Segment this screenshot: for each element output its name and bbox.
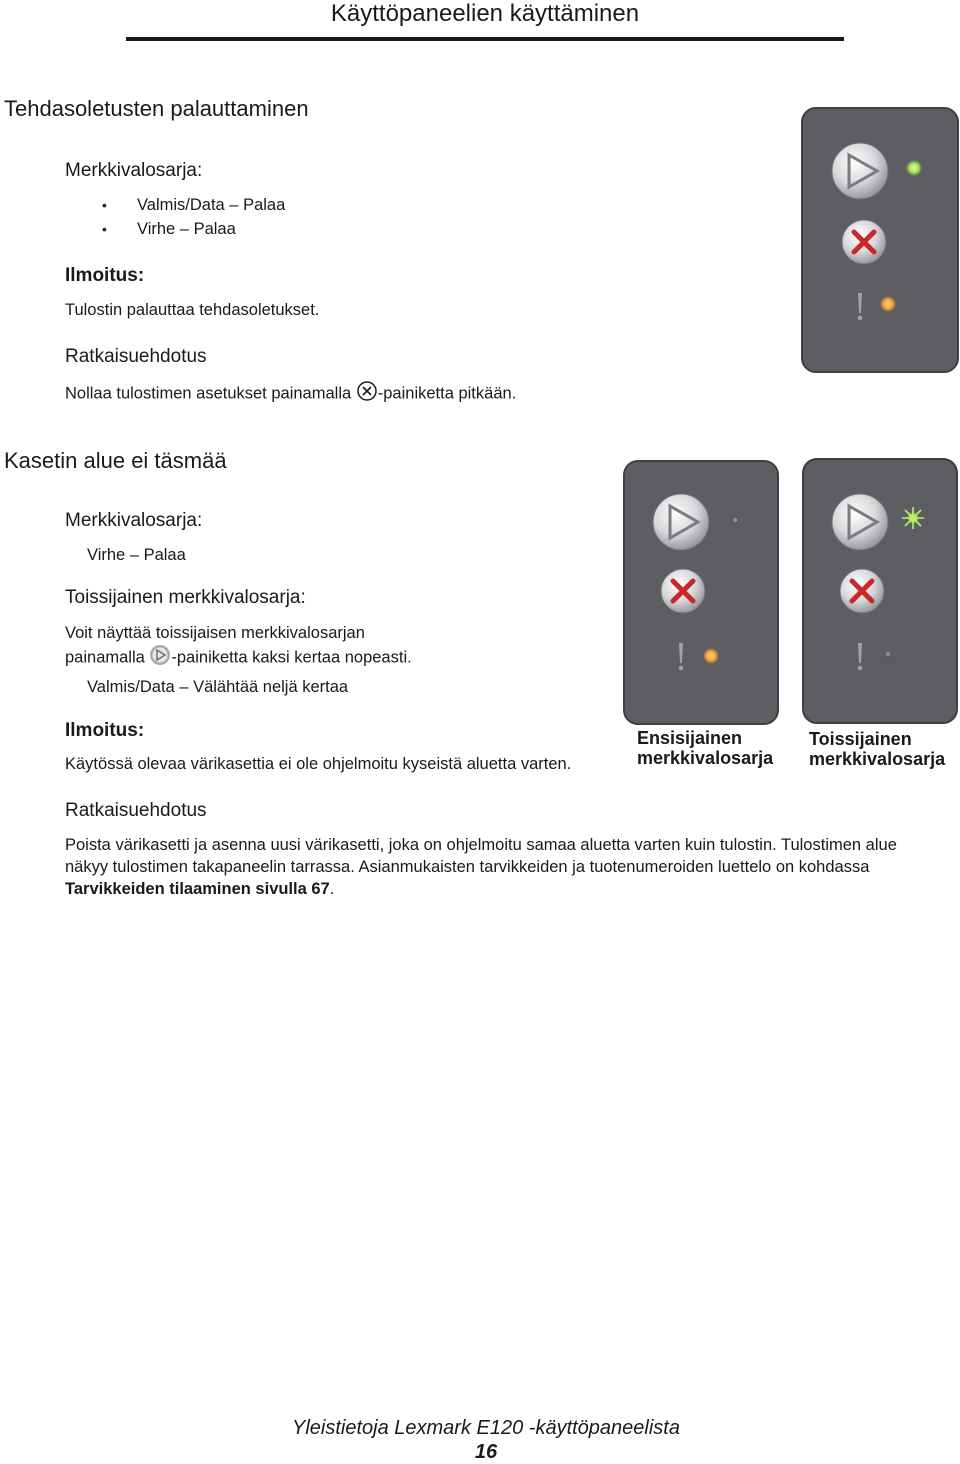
cancel-button-icon xyxy=(661,569,705,613)
section1-light-seq-label: Merkkivalosarja: xyxy=(65,160,203,181)
caption-primary xyxy=(637,728,773,768)
supplies-link[interactable]: Tarvikkeiden tilaaminen sivulla 67 xyxy=(65,880,330,898)
ready-led-flashing-icon xyxy=(902,507,924,529)
secondary-text-before: painamalla xyxy=(65,648,150,667)
continue-button-icon xyxy=(832,494,888,550)
header-rule xyxy=(126,37,844,41)
section1-solution-label: Ratkaisuehdotus xyxy=(65,346,207,367)
secondary-text-after: -painiketta kaksi kertaa nopeasti. xyxy=(171,648,412,667)
section1-message-label: Ilmoitus: xyxy=(65,265,145,286)
list-item: • Virhe – Palaa xyxy=(137,217,285,241)
list-item: • Valmis/Data – Palaa xyxy=(137,193,285,217)
control-panel-factory-reset xyxy=(801,107,959,373)
section2-solution-line3 xyxy=(65,878,334,900)
caption-primary-line2: merkkivalosarja xyxy=(637,748,774,768)
cancel-icon xyxy=(356,380,378,408)
section1-solution xyxy=(65,380,516,408)
section2-message-label: Ilmoitus: xyxy=(65,720,145,741)
section1-light-list xyxy=(137,193,285,241)
continue-button-icon xyxy=(832,143,888,199)
section1-title: Tehdasoletusten palauttaminen xyxy=(4,96,309,121)
section2-light-seq-label: Merkkivalosarja: xyxy=(65,510,203,531)
section2-secondary-line1: Voit näyttää toissijaisen merkkivalosarjan xyxy=(65,624,365,642)
section2-message: Käytössä olevaa värikasettia ei ole ohjelmoitu kyseistä aluetta varten. xyxy=(65,755,572,773)
page-number: 16 xyxy=(474,1441,498,1463)
section2-secondary-light: Valmis/Data – Välähtää neljä kertaa xyxy=(87,678,349,696)
control-panel-primary xyxy=(623,460,779,725)
section2-solution-line1: Poista värikasetti ja asenna uusi värikasetti, joka on ohjelmoitu samaa aluetta varten kuin tulostin. Tulostimen alue xyxy=(65,836,897,854)
solution-period: . xyxy=(329,880,335,898)
caption-secondary-line1: Toissijainen xyxy=(809,729,912,749)
ready-led-icon xyxy=(906,160,922,176)
section2-solution-label: Ratkaisuehdotus xyxy=(65,800,207,821)
section2-secondary-label: Toissijainen merkkivalosarja: xyxy=(65,587,306,608)
section2-light: Virhe – Palaa xyxy=(87,546,186,564)
caption-primary-line1: Ensisijainen xyxy=(637,728,743,748)
cancel-button-icon xyxy=(842,220,886,264)
cancel-button-icon xyxy=(840,569,884,613)
section2-solution-line2: näkyy tulostimen takapaneelin tarrassa. Asianmukaisten tarvikkeiden ja tuotenumeroiden luettelo on kohdassa xyxy=(65,858,870,876)
continue-button-icon xyxy=(653,494,709,550)
footer-text: Yleistietoja Lexmark E120 -käyttöpaneelista xyxy=(292,1417,680,1439)
section2-title: Kasetin alue ei täsmää xyxy=(4,448,227,473)
solution-text-after: -painiketta pitkään. xyxy=(377,384,517,403)
page-header-title: Käyttöpaneelien käyttäminen xyxy=(330,0,640,27)
error-led-icon xyxy=(885,651,891,657)
section1-message: Tulostin palauttaa tehdasoletukset. xyxy=(65,301,320,319)
ready-led-icon xyxy=(732,517,738,523)
continue-icon xyxy=(149,644,171,672)
caption-secondary-line2: merkkivalosarja xyxy=(809,749,946,769)
error-led-icon xyxy=(880,296,896,312)
control-panel-secondary xyxy=(802,458,958,724)
error-led-icon xyxy=(703,648,719,664)
caption-secondary xyxy=(809,729,945,769)
section2-secondary-line2 xyxy=(65,644,412,672)
solution-text-before: Nollaa tulostimen asetukset painamalla xyxy=(65,384,356,403)
